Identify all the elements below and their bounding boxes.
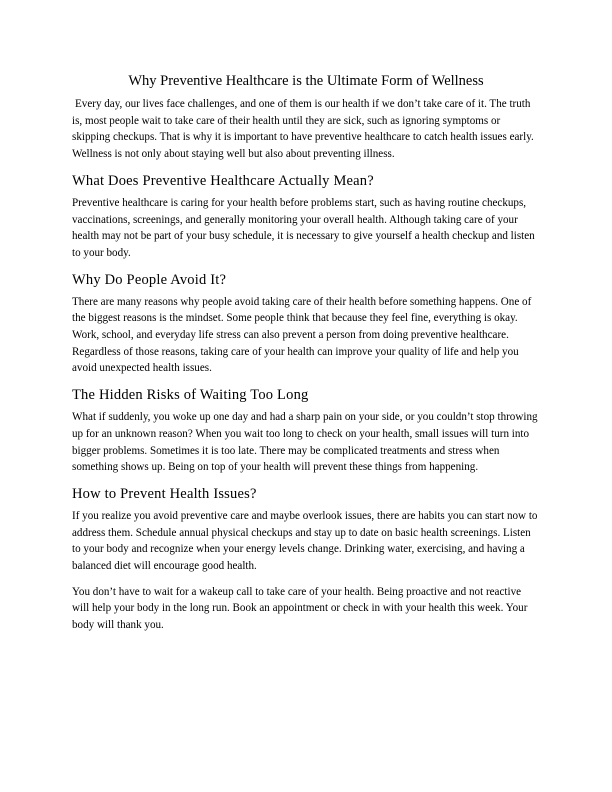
closing-paragraph: You don’t have to wait for a wakeup call to take care of your health. Being proactive and not reactive will help your body in the long run. Book an appointment or check in with your health this week. Your body will thank you. — [72, 585, 528, 632]
section-body-risks: What if suddenly, you woke up one day and had a sharp pain on your side, or you couldn’t stop throwing up for an unknown reason? When you wait too long to check on your health, small issues will turn into bigger problems. Sometimes it is too late. There may be complicated treatments and stress when something shows up. Being on top of your health will prevent these things from happening. — [72, 411, 538, 474]
document-page — [72, 72, 540, 634]
intro-paragraph: Every day, our lives face challenges, and one of them is our health if we don’t take care of it. The truth is, most people wait to take care of their health until they are sick, such as ignoring symptoms or skipping checkups. That is why it is important to have preventive healthcare to catch health issues early. Wellness is not only about staying well but also about preventing illness. — [72, 98, 534, 161]
section-heading-avoid: Why Do People Avoid It? — [72, 271, 227, 288]
section-heading-prevent: How to Prevent Health Issues? — [72, 485, 257, 502]
document-title: Why Preventive Healthcare is the Ultimate Form of Wellness — [128, 73, 484, 89]
section-heading-meaning: What Does Preventive Healthcare Actually Mean? — [72, 172, 374, 189]
section-body-meaning: Preventive healthcare is caring for your health before problems start, such as having routine checkups, vaccinations, screenings, and generally monitoring your overall health. Although taking care of your health may not be part of your busy schedule, it is necessary to give yourself a health checkup and listen to your body. — [72, 196, 535, 259]
section-body-prevent: If you realize you avoid preventive care and maybe overlook issues, there are habits you can start now to address them. Schedule annual physical checkups and stay up to date on basic health screenings. Listen to your body and recognize when your energy levels change. Drinking water, exercising, and having a balanced diet will encourage good health. — [72, 509, 538, 573]
section-heading-risks: The Hidden Risks of Waiting Too Long — [72, 387, 309, 404]
section-body-avoid: There are many reasons why people avoid taking care of their health before something happens. One of the biggest reasons is the mindset. Some people think that because they feel fine, everything is okay. Work, school, and everyday life stress can also prevent a person from doing preventive healthcare. Regardless of those reasons, taking care of your health can improve your quality of life and help you avoid unexpected health issues. — [72, 295, 532, 375]
